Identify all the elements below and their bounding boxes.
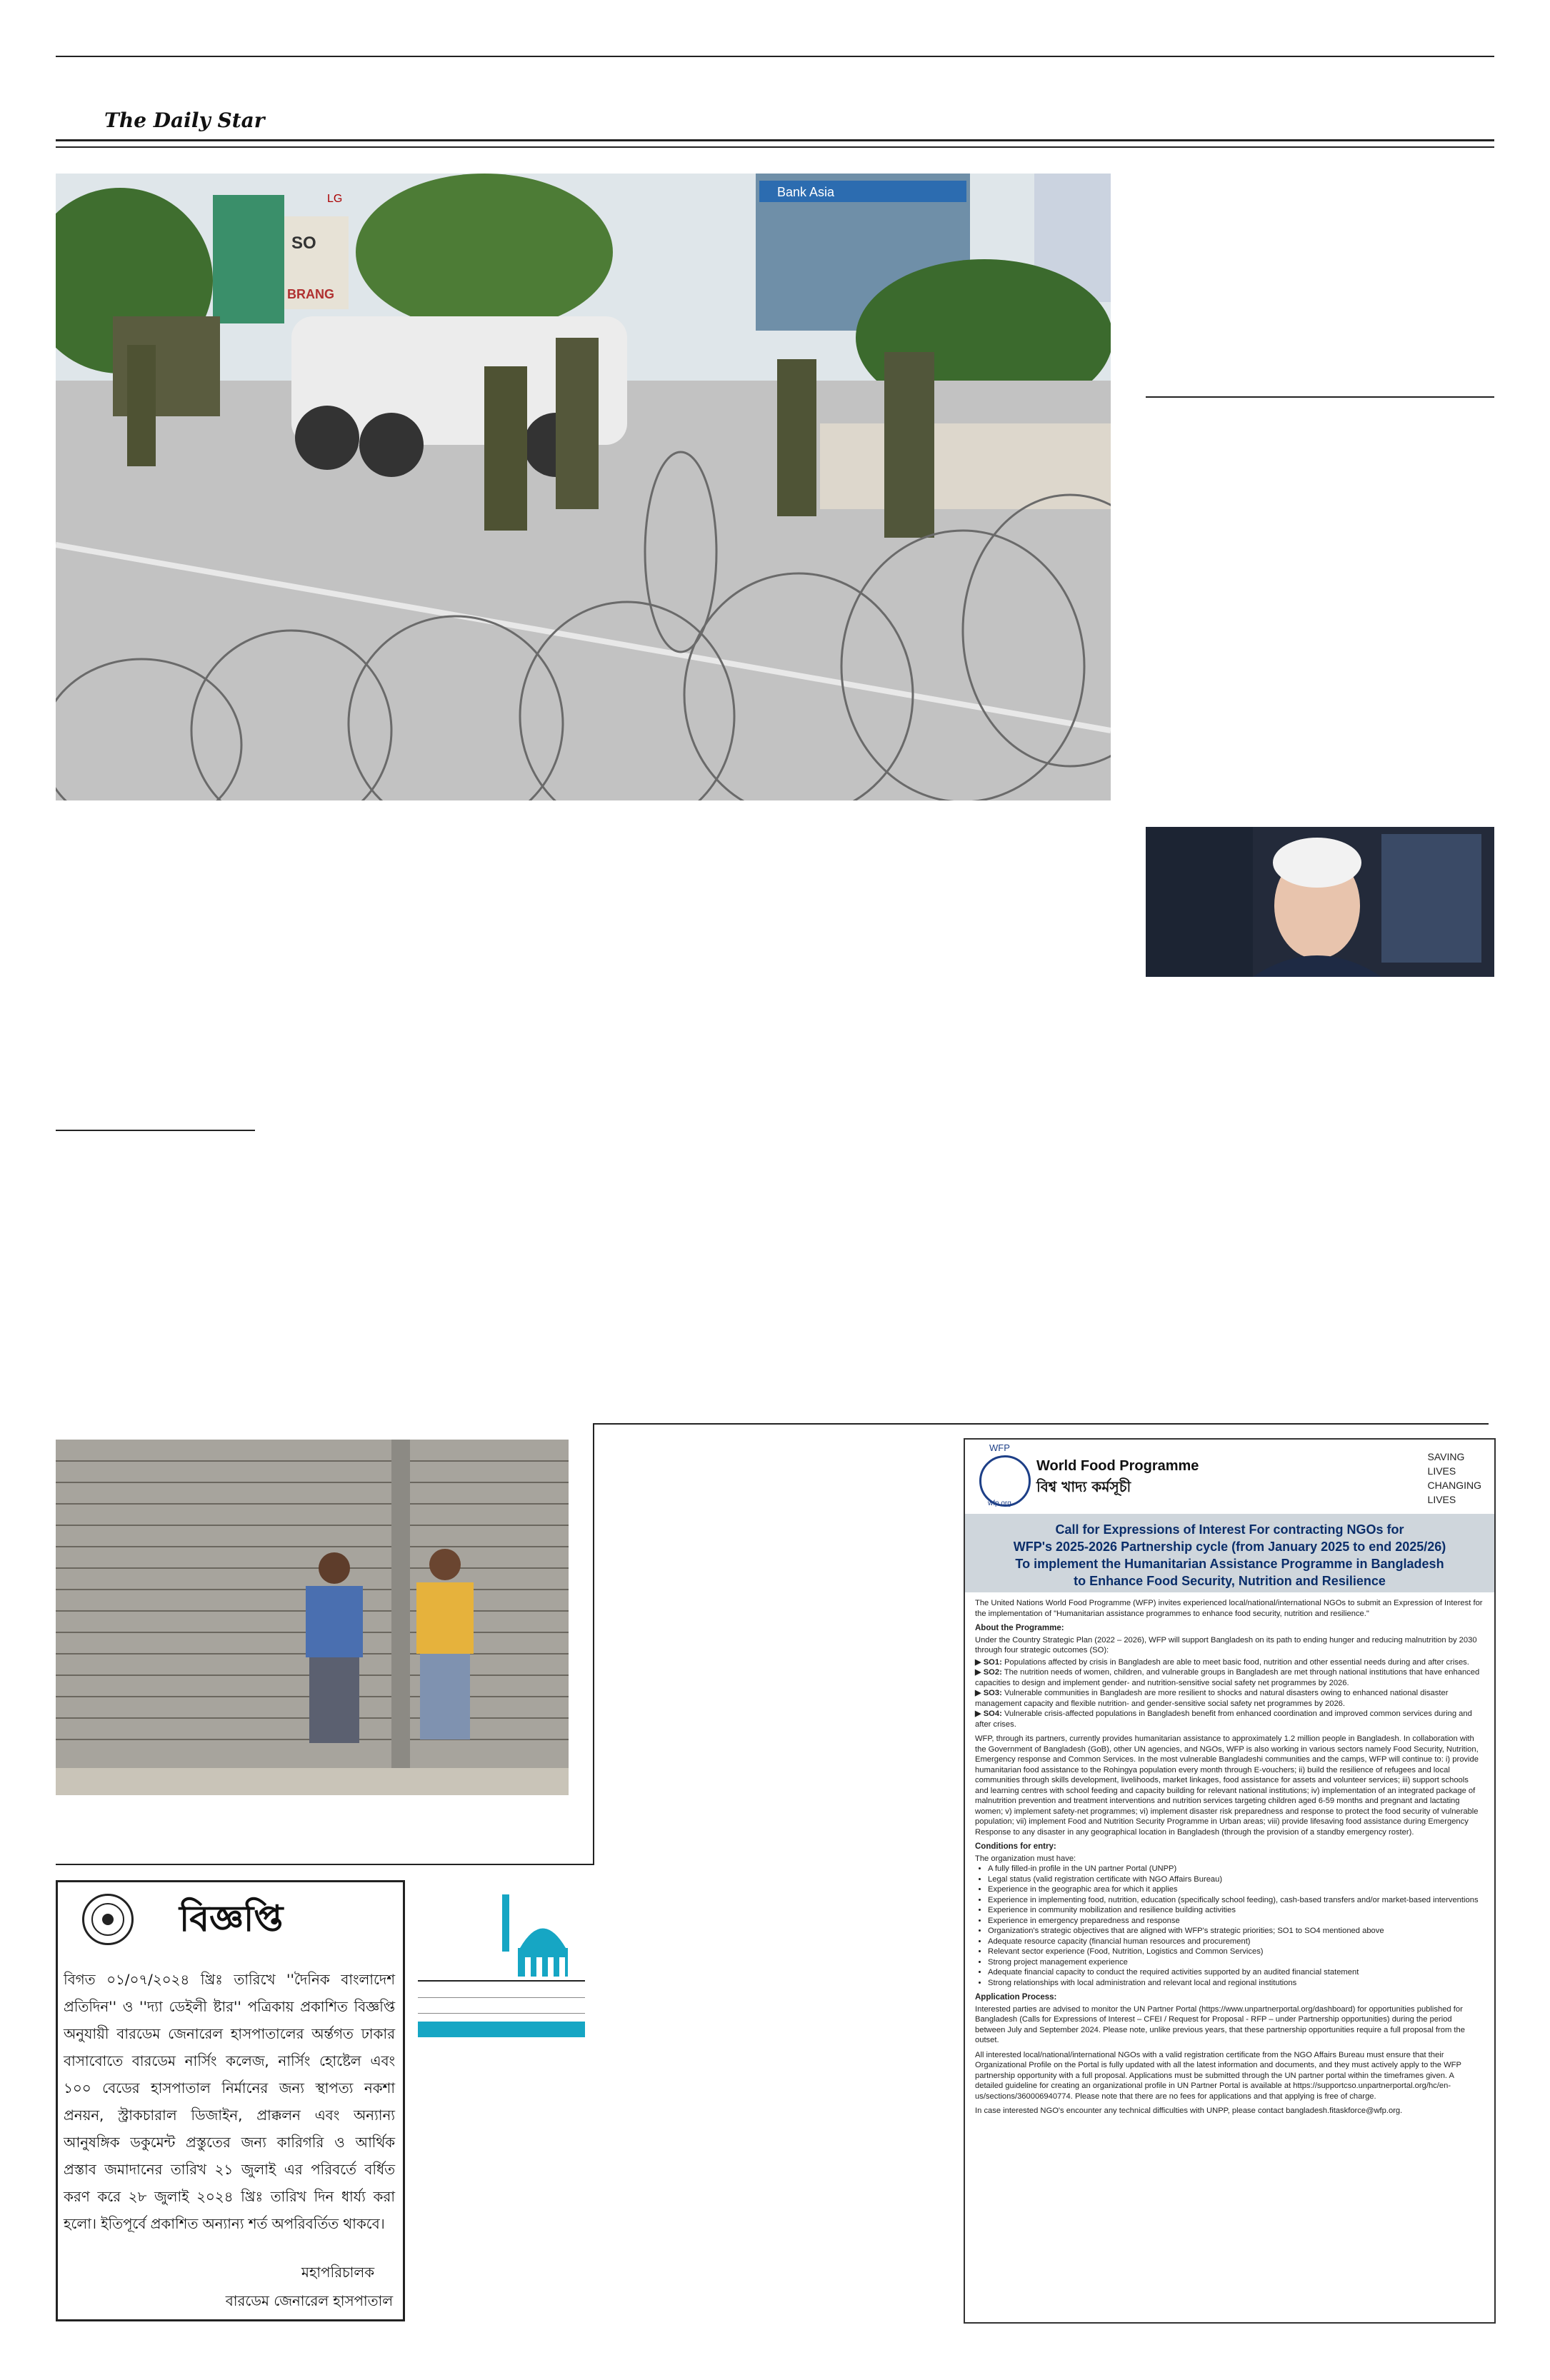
top-rule: [56, 56, 1494, 57]
condition-item: • Adequate financial capacity to conduct the required activities supported by an audited financial statement: [988, 1967, 1484, 1978]
condition-item: • A fully filled-in profile in the UN partner Portal (UNPP): [988, 1864, 1484, 1874]
tagline-line: CHANGING: [1427, 1480, 1481, 1491]
tagline-line: SAVING: [1427, 1451, 1465, 1462]
notice-title: বিজ্ঞপ্তি: [179, 1898, 284, 1939]
closed-shops-image: [56, 1440, 569, 1795]
wfp-org-name: World Food Programme: [1036, 1458, 1199, 1474]
masthead-rule-2: [56, 146, 1494, 148]
biden-photo: [1146, 827, 1494, 977]
outcome-text: Vulnerable crisis-affected populations in Bangladesh benefit from enhanced coordination and improved common services during and after crises.: [975, 1709, 1472, 1729]
wfp-tagline: [1428, 1450, 1481, 1507]
sign-bank-asia: Bank Asia: [777, 185, 835, 199]
sign-lg: LG: [327, 193, 343, 205]
biden-portrait-image: [1146, 827, 1494, 977]
condition-item: • Experience in implementing food, nutrition, education (specifically school feeding), cash-based transfers and/or market-based interventions: [988, 1895, 1484, 1906]
condition-item: • Legal status (valid registration certificate with NGO Affairs Bureau): [988, 1874, 1484, 1885]
condition-item: • Relevant sector experience (Food, Nutrition, Logistics and Common Services): [988, 1947, 1484, 1957]
mosque-advertisement: [418, 1880, 585, 2037]
partners-text: WFP, through its partners, currently provides humanitarian assistance to approximately 1.2 million people in Bangladesh. In collaboration with the Government of Bangladesh (GoB), other UN agencies, and NGOs, WFP is also working in various sectors namely Food Security, Nutrition, Emergency response and Common Services. In the most vulnerable Bangladeshi communities and the camps, WFP will continue to: i) provide humanitarian food assistance to the Rohingya population every month through E-vouchers; ii) build the resilience of refugees and local communities through skills development, livelihoods, market linkages, food assistance for assets and volunteer services; iii) support schools and learning centres with school feeding and capacity building for relevant national institutions; iv) implementation of an integrated package of malnutrition prevention and treatment interventions and nutrition services targeting children aged 6-59 months and pregnant and lactating women; v) implement safety-net programmes; vi) implement disaster risk preparedness and response to protect the food security of vulnerable population; vii) implement Food and Nutrition Security Programme in Urban areas; viii) provide lifesaving food assistance during Emergency Response to any disaster in any geographical location in Bangladesh (through the provision of a standby emergency roster).: [975, 1734, 1479, 1837]
shutters-photo: [56, 1440, 569, 1795]
main-photo: [56, 174, 1111, 800]
conditions-list: [975, 1864, 1484, 1988]
wfp-logo-text: WFP: [989, 1442, 1010, 1453]
outcome-code: SO3:: [983, 1689, 1002, 1697]
condition-item: • Strong project management experience: [988, 1957, 1484, 1968]
conditions-intro: The organization must have:: [975, 1854, 1076, 1863]
masthead-logo: The Daily Star: [104, 109, 265, 132]
lower-box-bottom-rule: [56, 1864, 594, 1865]
wfp-intro: The United Nations World Food Programme (WFP) invites experienced local/national/international NGOs to submit an Expression of Interest for the implementation of "Humanitarian assistance programmes to enhance food security, nutrition and resilience.": [975, 1599, 1483, 1618]
outcome-code: SO1:: [983, 1657, 1002, 1667]
about-heading: About the Programme:: [975, 1624, 1064, 1632]
outcome-item: ▶ SO1: Populations affected by crisis in Bangladesh are able to meet basic food, nutrition and other essential needs during and after crises.: [975, 1657, 1469, 1667]
outcome-code: SO4:: [983, 1709, 1002, 1718]
hospital-seal-icon: [82, 1894, 134, 1945]
wfp-header: [965, 1440, 1494, 1511]
tagline-line: LIVES: [1427, 1465, 1456, 1477]
mosque-icon: [418, 1880, 585, 2037]
outcome-code: SO2:: [983, 1668, 1002, 1677]
notice-body: বিগত ০১/০৭/২০২৪ খ্রিঃ তারিখে ''দৈনিক বাংলাদেশ প্রতিদিন'' ও ''দ্যা ডেইলী ষ্টার'' পত্রিকায় প্রকাশিত বিজ্ঞপ্তি অনুযায়ী বারডেম জেনারেল হাসপাতালের অর্ন্তগত ঢাকার বাসাবোতে বারডেম নার্সিং কলেজ, নার্সিং হোষ্টেল এবং ১০০ বেডের হাসপাতাল নির্মানের জন্য স্থাপত্য নকশা প্রনয়ন, স্ট্রাকচারাল ডিজাইন, প্রাক্কলন এবং অন্যান্য আনুষঙ্গিক ডকুমেন্ট প্রস্তুতের জন্য কারিগরি ও আর্থিক প্রস্তাব জমাদানের তারিখ ২১ জুলাই এর পরিবর্তে বর্ধিত করণ করে ২৮ জুলাই ২০২৪ খ্রিঃ তারিখ দিন ধার্য্য করা হলো। ইতিপূর্বে প্রকাশিত অন্যান্য শর্ত অপরিবর্তিত থাকবে।: [64, 1972, 395, 2232]
bangla-notice: [56, 1880, 405, 2321]
outcome-item: ▶ SO4: Vulnerable crisis-affected populations in Bangladesh benefit from enhanced coordination and improved common services during and after crises.: [975, 1709, 1472, 1729]
outcome-text: Vulnerable communities in Bangladesh are more resilient to shocks and natural disasters owing to enhanced national disaster management capacity and flexible nutrition- and gender-sensitive social safety net programmes by 2026.: [975, 1689, 1449, 1708]
condition-item: • Experience in emergency preparedness and response: [988, 1916, 1484, 1927]
wfp-title-banner: [965, 1514, 1494, 1592]
contact-text: In case interested NGO's encounter any technical difficulties with UNPP, please contact bangladesh.fitaskforce@wfp.org.: [975, 2107, 1403, 2115]
outcome-item: ▶ SO3: Vulnerable communities in Bangladesh are more resilient to shocks and natural disasters owing to enhanced national disaster management capacity and flexible nutrition- and gender-sensitive social safety net programmes by 2026.: [975, 1689, 1449, 1708]
outcome-text: The nutrition needs of women, children, and vulnerable groups in Bangladesh are met through national institutions that have enhanced capacities to design and implement gender- and nutrition-sensitive social safety net programmes by 2026.: [975, 1668, 1480, 1687]
wfp-body: [975, 1598, 1484, 2121]
title-line: To implement the Humanitarian Assistance Programme in Bangladesh: [1015, 1557, 1444, 1571]
process-heading: Application Process:: [975, 1993, 1057, 2002]
title-line: WFP's 2025-2026 Partnership cycle (from January 2025 to end 2025/26): [1013, 1540, 1446, 1554]
lower-box-left-rule: [593, 1423, 594, 1864]
profile-text: All interested local/national/international NGOs with a valid registration certificate from the NGO Affairs Bureau must ensure that their Organizational Profile on the Portal is fully updated with all the latest information and documents, and they must actively apply to the WFP partnership opportunity with a full proposal. Applications must be submitted through the UN partner portal within the timeframes given. A detailed guideline for creating an organizational profile in UN Partner Portal is available at https://supportcso.unpartnerportal.org/hc/en-us/sections/360006940774. Please note that there are no fees for applications and that applying is free of charge.: [975, 2050, 1461, 2101]
masthead-rule-1: [56, 139, 1494, 141]
notice-signatory-org: বারডেম জেনারেল হাসপাতাল: [225, 2293, 393, 2309]
sign-brang: BRANG: [287, 287, 334, 301]
condition-item: • Strong relationships with local administration and relevant local and regional institutions: [988, 1978, 1484, 1989]
right-column-rule: [1146, 396, 1494, 398]
wfp-advertisement: [964, 1438, 1496, 2324]
process-text: Interested parties are advised to monitor the UN Partner Portal (https://www.unpartnerportal.org/dashboard) for opportunities published for Bangladesh (Calls for Expressions of Interest – CFEI / Request for Proposal - RFP – under Partnership opportunities) during the period between July and September 2024. Please note, unlike previous years, that these partnership opportunities require a full proposal from the outset.: [975, 2004, 1465, 2044]
army-checkpoint-image: [56, 174, 1111, 800]
left-column-rule: [56, 1130, 255, 1131]
conditions-heading: Conditions for entry:: [975, 1842, 1056, 1851]
lower-box-top-rule: [593, 1423, 1489, 1425]
condition-item: • Adequate resource capacity (financial human resources and procurement): [988, 1937, 1484, 1947]
tagline-line: LIVES: [1427, 1494, 1456, 1505]
about-text: Under the Country Strategic Plan (2022 – 2026), WFP will support Bangladesh on its path to ending hunger and reducing malnutrition by 2030 through four strategic outcomes (SO):: [975, 1635, 1477, 1655]
condition-item: • Experience in the geographic area for which it applies: [988, 1884, 1484, 1895]
wfp-logo-url: wfp.org: [988, 1500, 1011, 1507]
wfp-org-name-bangla: বিশ্ব খাদ্য কর্মসূচী: [1036, 1478, 1131, 1495]
condition-item: • Experience in community mobilization and resilience building activities: [988, 1905, 1484, 1916]
title-line: Call for Expressions of Interest For contracting NGOs for: [1055, 1522, 1404, 1537]
sign-so: SO: [291, 234, 316, 253]
condition-item: • Organization's strategic objectives that are aligned with WFP's strategic priorities; SO1 to SO4 mentioned above: [988, 1926, 1484, 1937]
notice-signatory-title: মহাপরিচালক: [301, 2264, 374, 2281]
outcome-text: Populations affected by crisis in Bangladesh are able to meet basic food, nutrition and other essential needs during and after crises.: [1004, 1657, 1469, 1667]
outcome-item: ▶ SO2: The nutrition needs of women, children, and vulnerable groups in Bangladesh are met through national institutions that have enhanced capacities to design and implement gender- and nutrition-sensitive social safety net programmes by 2026.: [975, 1668, 1480, 1687]
title-line: to Enhance Food Security, Nutrition and Resilience: [1074, 1574, 1386, 1588]
